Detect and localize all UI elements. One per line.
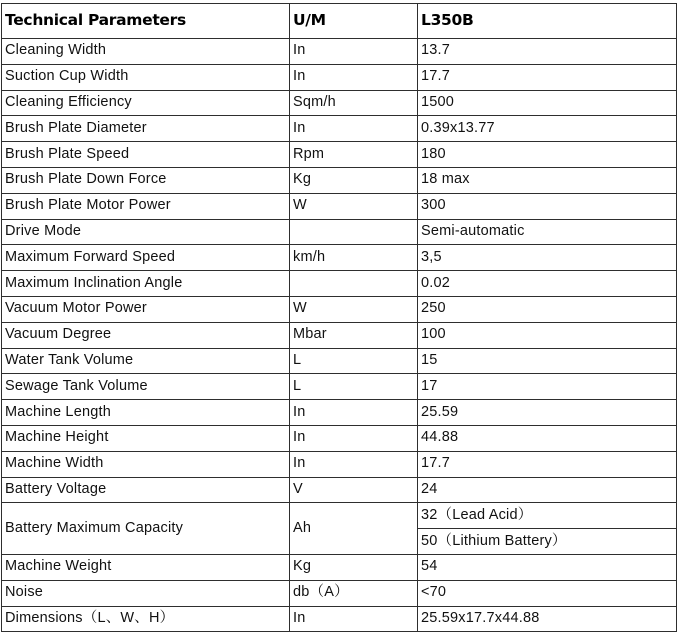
unit-cell: km/h xyxy=(290,245,418,271)
value-cell: 25.59 xyxy=(418,400,677,426)
unit-cell: In xyxy=(290,400,418,426)
parameter-cell: Sewage Tank Volume xyxy=(2,374,290,400)
value-cell: 50（Lithium Battery） xyxy=(418,529,677,555)
unit-cell: L xyxy=(290,374,418,400)
parameter-cell: Brush Plate Down Force xyxy=(2,167,290,193)
value-cell: 44.88 xyxy=(418,425,677,451)
value-cell: 17.7 xyxy=(418,64,677,90)
parameter-cell: Suction Cup Width xyxy=(2,64,290,90)
parameter-cell: Vacuum Motor Power xyxy=(2,296,290,322)
table-row xyxy=(2,245,677,271)
value-cell: 13.7 xyxy=(418,39,677,65)
unit-cell: Kg xyxy=(290,554,418,580)
value-cell: 24 xyxy=(418,477,677,503)
value-cell: 300 xyxy=(418,193,677,219)
parameter-cell: Drive Mode xyxy=(2,219,290,245)
parameter-cell: Dimensions（L、W、H） xyxy=(2,606,290,632)
table-row xyxy=(2,322,677,348)
value-cell: 25.59x17.7x44.88 xyxy=(418,606,677,632)
parameter-cell: Machine Weight xyxy=(2,554,290,580)
table-row xyxy=(2,554,677,580)
unit-cell: V xyxy=(290,477,418,503)
value-cell: 180 xyxy=(418,142,677,168)
table-row xyxy=(2,296,677,322)
unit-cell xyxy=(290,271,418,297)
technical-parameters-table xyxy=(1,3,677,632)
unit-cell: Ah xyxy=(290,503,418,555)
table-row xyxy=(2,90,677,116)
value-cell: 1500 xyxy=(418,90,677,116)
table-row xyxy=(2,167,677,193)
table-row xyxy=(2,271,677,297)
header-unit: U/M xyxy=(290,4,418,39)
value-cell: Semi-automatic xyxy=(418,219,677,245)
parameter-cell: Brush Plate Diameter xyxy=(2,116,290,142)
table-row xyxy=(2,400,677,426)
parameter-cell: Machine Length xyxy=(2,400,290,426)
table-row xyxy=(2,606,677,632)
table-row xyxy=(2,503,677,529)
table-row xyxy=(2,477,677,503)
unit-cell: Kg xyxy=(290,167,418,193)
unit-cell: In xyxy=(290,116,418,142)
parameter-cell: Vacuum Degree xyxy=(2,322,290,348)
table-row xyxy=(2,451,677,477)
unit-cell: In xyxy=(290,606,418,632)
unit-cell: In xyxy=(290,64,418,90)
value-cell: 3,5 xyxy=(418,245,677,271)
value-cell: 18 max xyxy=(418,167,677,193)
value-cell: 54 xyxy=(418,554,677,580)
table-row xyxy=(2,219,677,245)
unit-cell: In xyxy=(290,39,418,65)
table-row xyxy=(2,374,677,400)
table-row xyxy=(2,39,677,65)
value-cell: 0.39x13.77 xyxy=(418,116,677,142)
unit-cell: Sqm/h xyxy=(290,90,418,116)
table-body xyxy=(2,39,677,632)
parameter-cell: Noise xyxy=(2,580,290,606)
table-row xyxy=(2,425,677,451)
parameter-cell: Machine Height xyxy=(2,425,290,451)
table-row xyxy=(2,193,677,219)
table-row xyxy=(2,580,677,606)
parameter-cell: Maximum Forward Speed xyxy=(2,245,290,271)
unit-cell: Rpm xyxy=(290,142,418,168)
table-row xyxy=(2,142,677,168)
unit-cell: L xyxy=(290,348,418,374)
value-cell: 15 xyxy=(418,348,677,374)
header-technical-parameters: Technical Parameters xyxy=(2,4,290,39)
parameter-cell: Maximum Inclination Angle xyxy=(2,271,290,297)
value-cell: 250 xyxy=(418,296,677,322)
header-row xyxy=(2,4,677,39)
parameter-cell: Brush Plate Motor Power xyxy=(2,193,290,219)
parameter-cell: Cleaning Width xyxy=(2,39,290,65)
parameter-cell: Battery Maximum Capacity xyxy=(2,503,290,555)
unit-cell xyxy=(290,219,418,245)
unit-cell: db（A） xyxy=(290,580,418,606)
table-row xyxy=(2,64,677,90)
value-cell: 32（Lead Acid） xyxy=(418,503,677,529)
parameter-cell: Water Tank Volume xyxy=(2,348,290,374)
header-model: L350B xyxy=(418,4,677,39)
value-cell: 17.7 xyxy=(418,451,677,477)
unit-cell: W xyxy=(290,193,418,219)
unit-cell: In xyxy=(290,425,418,451)
table-row xyxy=(2,116,677,142)
value-cell: 100 xyxy=(418,322,677,348)
value-cell: 17 xyxy=(418,374,677,400)
parameter-cell: Machine Width xyxy=(2,451,290,477)
unit-cell: Mbar xyxy=(290,322,418,348)
parameter-cell: Brush Plate Speed xyxy=(2,142,290,168)
parameter-cell: Cleaning Efficiency xyxy=(2,90,290,116)
value-cell: 0.02 xyxy=(418,271,677,297)
parameter-cell: Battery Voltage xyxy=(2,477,290,503)
table-header xyxy=(2,4,677,39)
unit-cell: In xyxy=(290,451,418,477)
table-row xyxy=(2,348,677,374)
unit-cell: W xyxy=(290,296,418,322)
value-cell: <70 xyxy=(418,580,677,606)
